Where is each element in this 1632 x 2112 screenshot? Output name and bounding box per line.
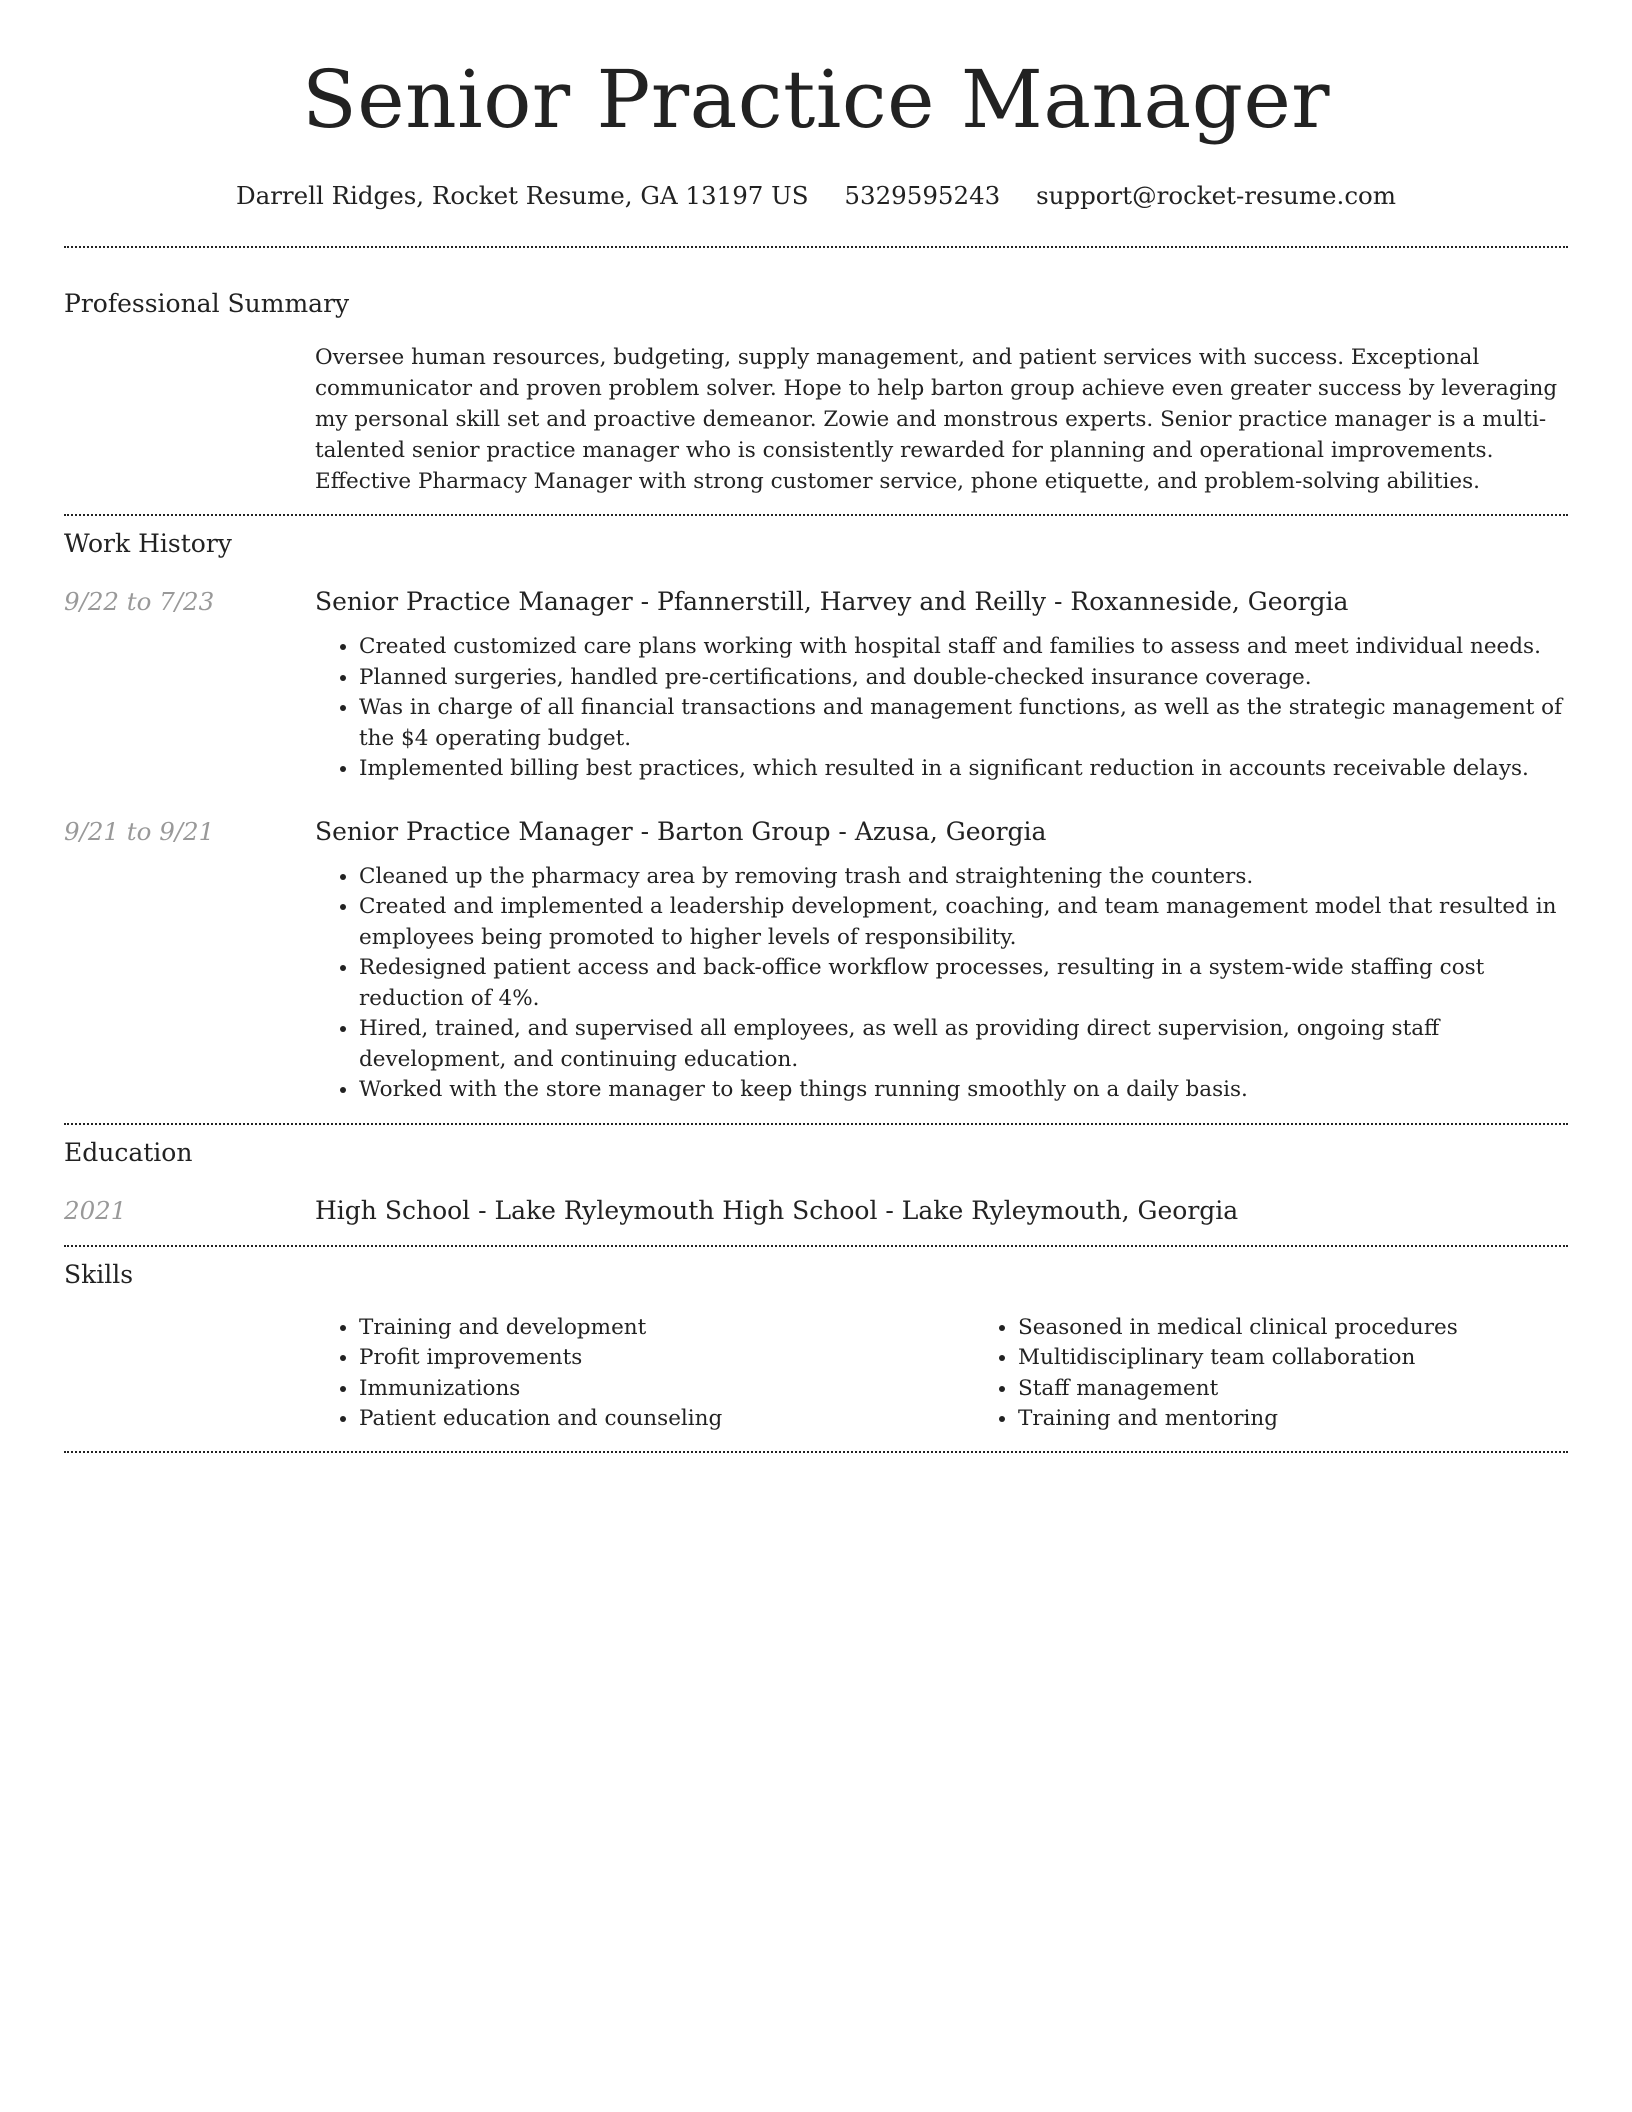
list-item: • Training and development bbox=[359, 1313, 974, 1344]
divider bbox=[64, 1123, 1568, 1125]
contact-address: Darrell Ridges, Rocket Resume, GA 13197 US bbox=[235, 181, 809, 210]
divider bbox=[64, 1451, 1568, 1453]
list-item: • Redesigned patient access and back-office workflow processes, resulting in a system-wide staffing cost reduction of 4%. bbox=[359, 953, 1568, 1014]
page-title: Senior Practice Manager bbox=[301, 53, 1331, 146]
list-item: • Staff management bbox=[1018, 1374, 1632, 1405]
job-dates: 9/21 to 9/21 bbox=[64, 816, 215, 846]
list-item: • Profit improvements bbox=[359, 1343, 974, 1374]
list-item: • Patient education and counseling bbox=[359, 1404, 974, 1435]
list-item: • Created customized care plans working with hospital staff and families to assess and meet individual needs. bbox=[359, 632, 1568, 663]
contact-phone: 5329595243 bbox=[844, 181, 1001, 210]
contact-email: support@rocket-resume.com bbox=[1036, 181, 1397, 210]
resume-page bbox=[64, 0, 1568, 1453]
section-heading-skills: Skills bbox=[64, 1259, 134, 1289]
job-bullets bbox=[315, 632, 1568, 785]
summary-section bbox=[64, 288, 1568, 497]
education-entry: High School - Lake Ryleymouth High School - Lake Ryleymouth, Georgia bbox=[315, 1195, 1239, 1225]
skills-column-right bbox=[974, 1313, 1632, 1435]
education-year: 2021 bbox=[64, 1195, 127, 1225]
divider bbox=[64, 1245, 1568, 1247]
list-item: • Training and mentoring bbox=[1018, 1404, 1632, 1435]
list-item: • Hired, trained, and supervised all employees, as well as providing direct supervision, ongoing staff development, and continuing education. bbox=[359, 1014, 1568, 1075]
skills-section bbox=[64, 1259, 1568, 1435]
contact-line bbox=[64, 180, 1568, 212]
job-title: Senior Practice Manager - Barton Group - Azusa, Georgia bbox=[315, 816, 1047, 846]
list-item: • Implemented billing best practices, which resulted in a significant reduction in accounts receivable delays. bbox=[359, 754, 1568, 785]
section-heading-education: Education bbox=[64, 1137, 193, 1167]
job-entry bbox=[64, 586, 1568, 785]
job-dates: 9/22 to 7/23 bbox=[64, 587, 215, 616]
skills-column-left bbox=[315, 1313, 974, 1435]
job-entry bbox=[64, 816, 1568, 1106]
list-item: • Cleaned up the pharmacy area by removing trash and straightening the counters. bbox=[359, 862, 1568, 893]
list-item: • Seasoned in medical clinical procedures bbox=[1018, 1313, 1632, 1344]
education-section bbox=[64, 1137, 1568, 1227]
job-title: Senior Practice Manager - Pfannerstill, Harvey and Reilly - Roxanneside, Georgia bbox=[315, 587, 1349, 616]
job-bullets bbox=[315, 862, 1568, 1106]
divider bbox=[64, 246, 1568, 248]
list-item: • Created and implemented a leadership development, coaching, and team management model that resulted in employees being promoted to higher levels of responsibility. bbox=[359, 892, 1568, 953]
section-heading-work: Work History bbox=[64, 529, 232, 558]
list-item: • Planned surgeries, handled pre-certifications, and double-checked insurance coverage. bbox=[359, 663, 1568, 694]
section-heading-summary: Professional Summary bbox=[64, 289, 350, 318]
work-history-section bbox=[64, 528, 1568, 1106]
list-item: • Worked with the store manager to keep things running smoothly on a daily basis. bbox=[359, 1075, 1568, 1106]
skills-list bbox=[315, 1313, 1632, 1435]
list-item: • Immunizations bbox=[359, 1374, 974, 1405]
list-item: • Multidisciplinary team collaboration bbox=[1018, 1343, 1632, 1374]
list-item: • Was in charge of all financial transactions and management functions, as well as the strategic management of the $4 operating budget. bbox=[359, 693, 1568, 754]
summary-text: Oversee human resources, budgeting, supply management, and patient services with success. Exceptional communicator and proven problem solver. Hope to help barton group achieve even greater success by leveraging my personal skill set and proactive demeanor. Zowie and monstrous experts. Senior practice manager is a multi-talented senior practice manager who is consistently rewarded for planning and operational improvements. Effective Pharmacy Manager with strong customer service, phone etiquette, and problem-solving abilities. bbox=[315, 345, 1558, 494]
divider bbox=[64, 514, 1568, 516]
